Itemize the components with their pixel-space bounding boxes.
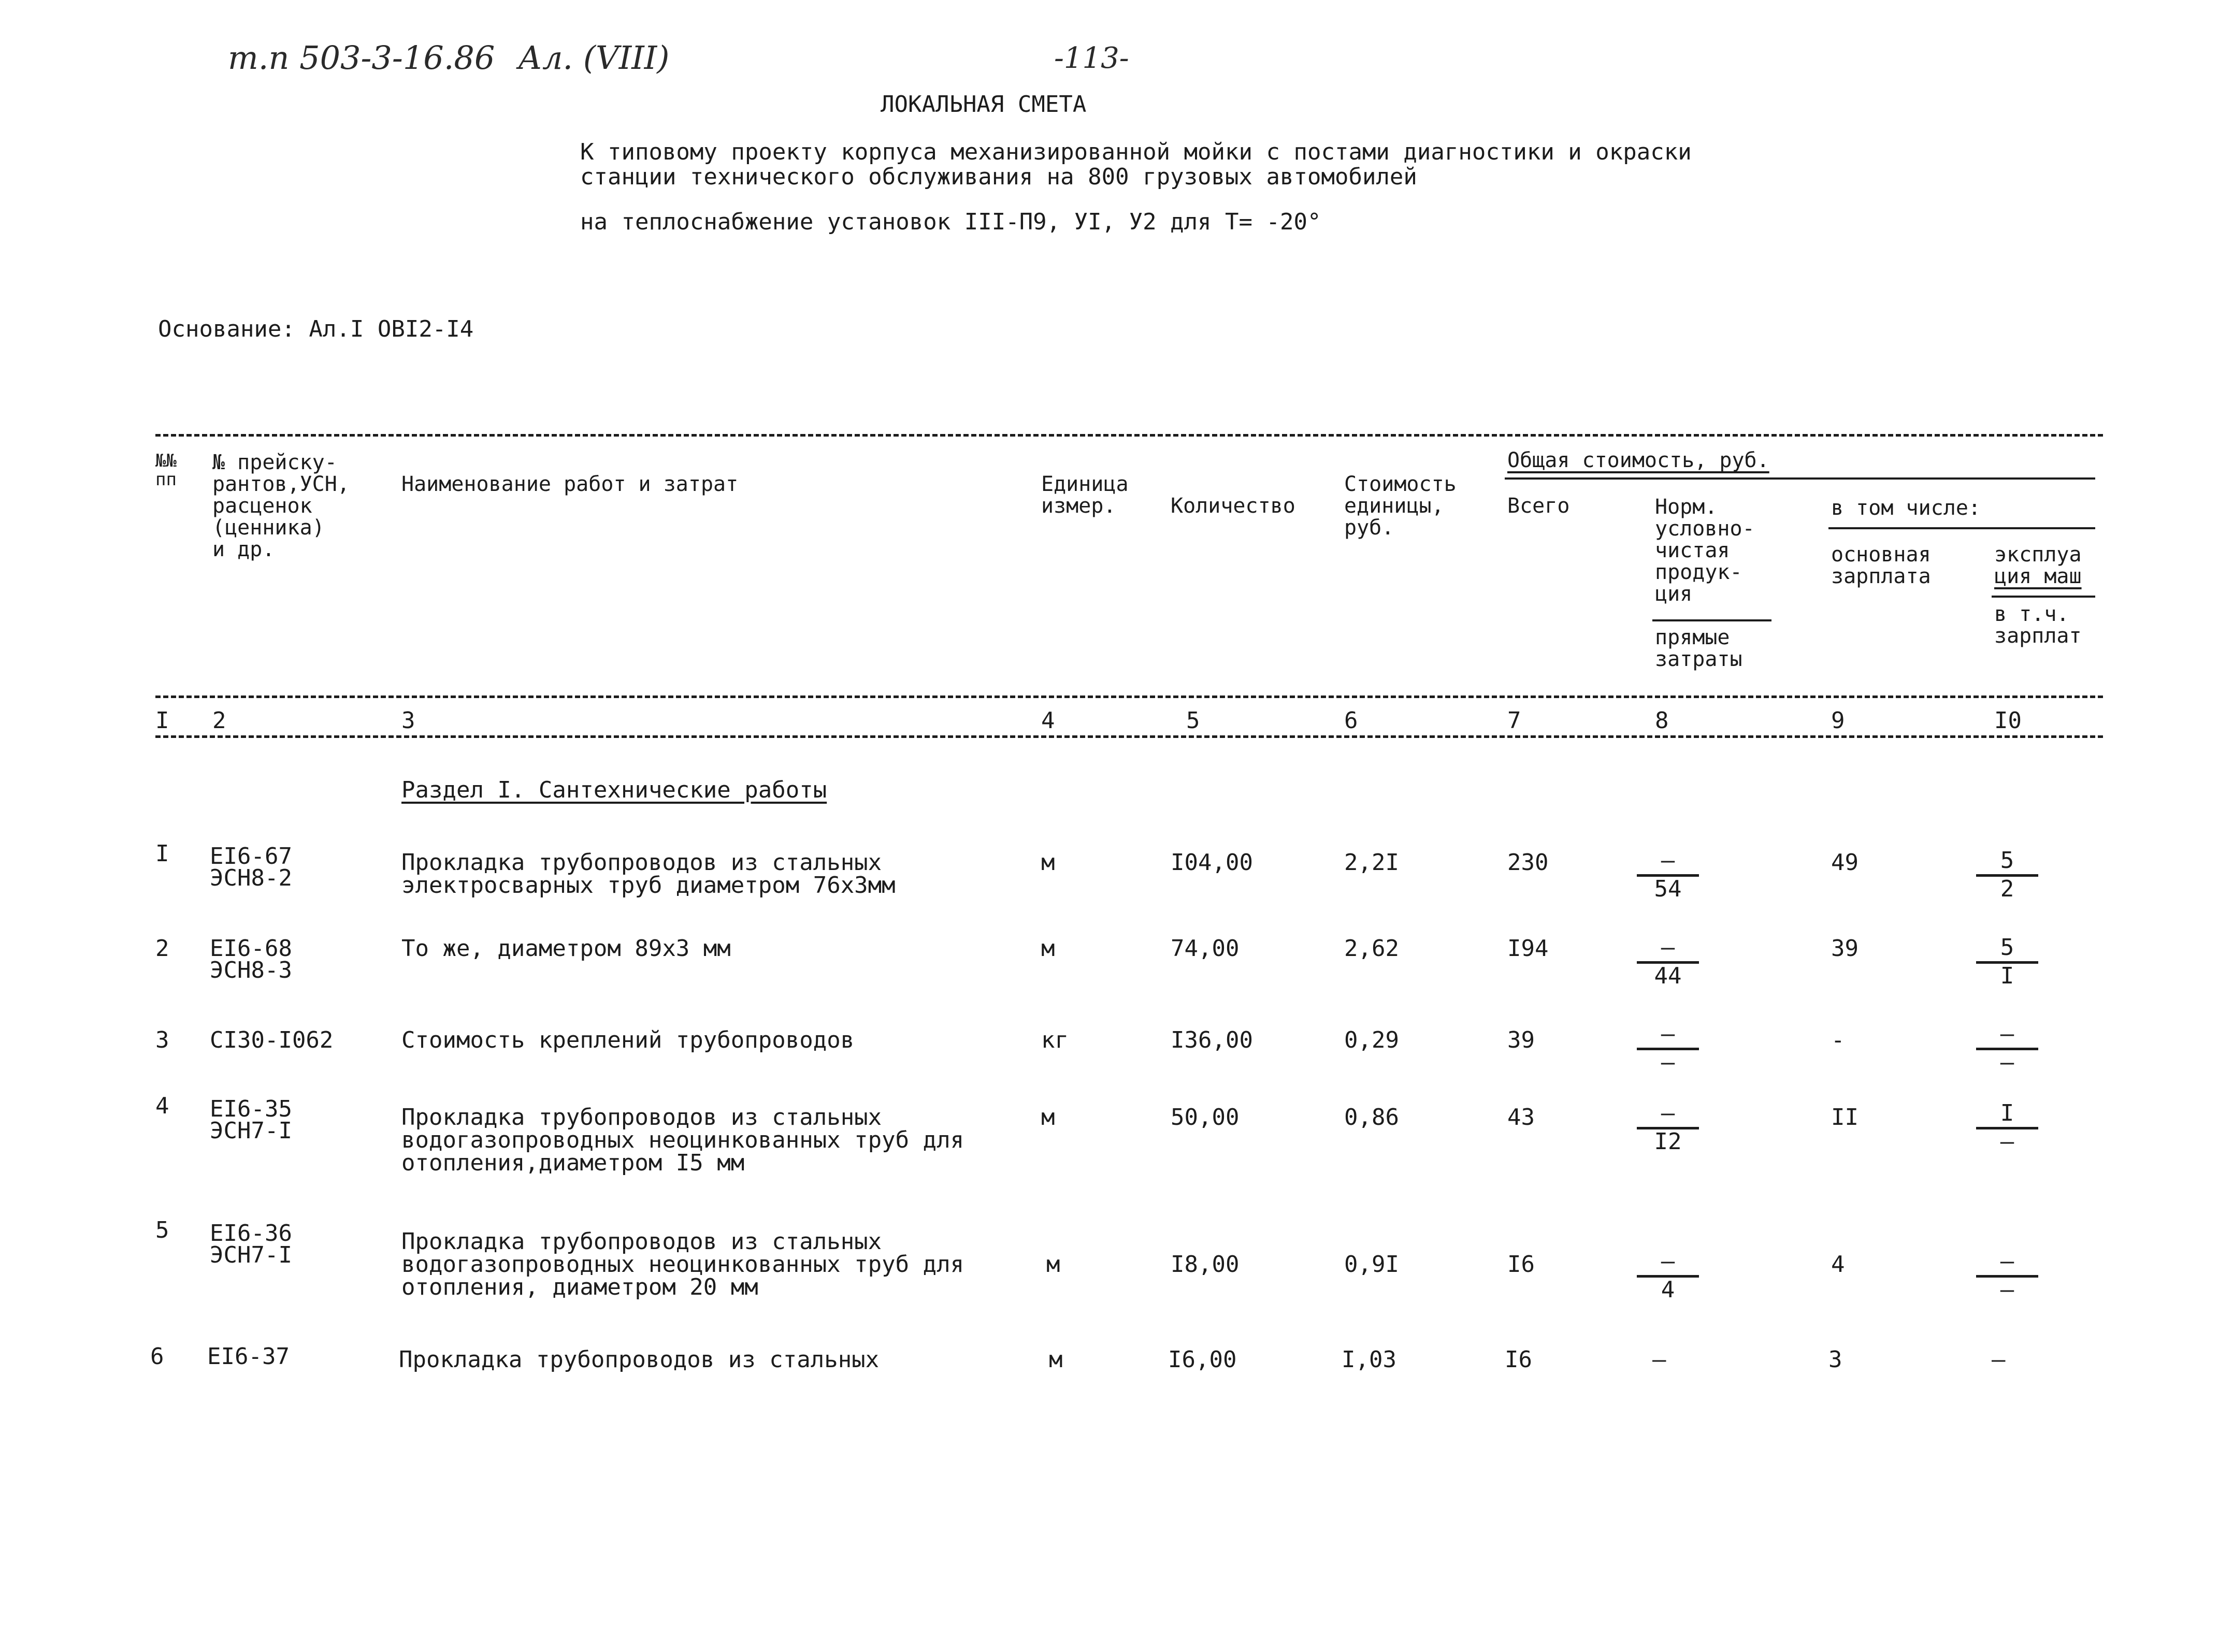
header-unit-l1: Единица [1041,472,1129,496]
row-name-1: Прокладка трубопроводов из стальных [399,1346,880,1373]
row-name-1: Прокладка трубопроводов из стальных [401,1104,882,1131]
header-cost-l1: Стоимость [1344,472,1457,496]
column-number-3: 3 [401,707,415,734]
header-norm-l3: чистая [1655,539,1730,562]
document-title: ЛОКАЛЬНАЯ СМЕТА [881,91,1087,118]
header-norm-l1: Норм. [1655,495,1718,519]
row-name-2: электросварных труб диаметром 76х3мм [401,872,896,899]
row-salary: - [1831,1027,1845,1053]
row-unit: м [1049,1346,1063,1373]
row-num: 4 [155,1093,169,1119]
row-norm-fraction: – 44 [1632,936,1704,989]
row-unit-cost: 2,2I [1344,849,1399,876]
row-num: 3 [155,1027,169,1053]
row-qty: 74,00 [1171,935,1240,962]
header-bottom-rule [155,695,2103,698]
row-total: 43 [1507,1104,1535,1131]
row-norm-fraction: – 4 [1632,1250,1704,1302]
header-code-l1: № прейску- [212,451,337,474]
header-incl-group-rule [1828,527,2095,529]
row-exp-single: – [1992,1346,2006,1373]
row-total: I6 [1505,1346,1532,1373]
header-num: №№ пп [155,451,177,490]
row-unit-cost: 0,86 [1344,1104,1399,1131]
header-code-l5: и др. [212,538,275,561]
row-norm-fraction: – 54 [1632,849,1704,902]
row-qty: I36,00 [1171,1027,1253,1053]
column-number-4: 4 [1041,707,1055,734]
row-unit-cost: 2,62 [1344,935,1399,962]
header-norm-l5: ция [1655,582,1693,606]
header-exp-l1: эксплуа [1994,543,2082,567]
row-unit-cost: I,03 [1342,1346,1396,1373]
header-total-group-rule [1505,477,2095,480]
column-number-9: 9 [1831,707,1845,734]
row-num: 6 [150,1343,164,1370]
row-salary: 39 [1831,935,1859,962]
row-code-1: ЕI6-37 [207,1343,290,1370]
row-unit: м [1041,935,1055,962]
row-unit: м [1041,849,1055,876]
row-total: 39 [1507,1027,1535,1053]
row-name-1: Стоимость креплений трубопроводов [401,1027,855,1053]
row-name-1: То же, диаметром 89х3 мм [401,935,731,962]
header-exp-l2: ция маш [1994,564,2082,588]
column-numbers-rule [155,735,2103,738]
row-code-1: ЕI6-68 [210,935,292,962]
row-unit: м [1046,1251,1060,1278]
row-exp-fraction: I – [1971,1102,2043,1154]
header-code-l4: (ценника) [212,516,325,540]
row-total: I6 [1507,1251,1535,1278]
row-norm-fraction: – I2 [1632,1102,1704,1154]
row-exp-fraction: 5 2 [1971,849,2043,902]
row-unit: кг [1041,1027,1069,1053]
header-total-group: Общая стоимость, руб. [1507,448,1769,472]
column-number-6: 6 [1344,707,1358,734]
row-exp-fraction: – – [1971,1023,2043,1075]
column-number-2: 2 [212,707,226,734]
header-total: Всего [1507,494,1570,518]
row-code-1: ЕI6-67 [210,843,292,870]
row-norm-fraction: – – [1632,1023,1704,1075]
subtitle-line-2: станции технического обслуживания на 800 грузовых автомобилей [580,164,1417,190]
row-norm-single: – [1652,1346,1666,1373]
row-code-1: ЕI6-36 [210,1220,292,1247]
basis-line: Основание: Ал.I ОВI2-I4 [158,316,474,342]
row-code-2: ЭСН8-3 [210,957,292,983]
row-code-2: ЭСН7-I [210,1242,292,1268]
row-unit-cost: 0,29 [1344,1027,1399,1053]
table-top-rule [155,434,2103,437]
row-salary: II [1831,1104,1859,1131]
row-salary: 3 [1828,1346,1842,1373]
row-code-1: ЕI6-35 [210,1096,292,1122]
header-exp-l3: в т.ч. [1994,602,2069,626]
header-salary-l2: зарплата [1831,564,1931,588]
handwritten-project-ref: т.п 503-3-16.86 [228,39,495,77]
header-exp-rule [1992,596,2095,598]
header-cost-l3: руб. [1344,516,1394,540]
subtitle-line-1: К типовому проекту корпуса механизированной мойки с постами диагностики и окраски [580,139,1692,165]
row-name-3: отопления, диаметром 20 мм [401,1274,758,1300]
row-name-1: Прокладка трубопроводов из стальных [401,1228,882,1255]
header-direct-l2: затраты [1655,647,1742,671]
column-number-1: I [155,707,169,734]
header-incl-group: в том числе: [1831,496,1981,520]
column-number-8: 8 [1655,707,1669,734]
header-exp-l4: зарплат [1994,624,2082,648]
column-number-10: I0 [1994,707,2022,734]
row-qty: I04,00 [1171,849,1253,876]
header-direct-l1: прямые [1655,626,1730,649]
header-norm-l2: условно- [1655,517,1755,541]
row-code-2: ЭСН8-2 [210,865,292,891]
header-name: Наименование работ и затрат [401,472,739,496]
header-salary-l1: основная [1831,543,1931,567]
header-code-l2: рантов,УСН, [212,472,350,496]
header-unit-l2: измер. [1041,494,1116,518]
column-number-7: 7 [1507,707,1521,734]
handwritten-album-ref: Ал. (VIII) [518,39,670,77]
row-num: 2 [155,935,169,962]
row-name-1: Прокладка трубопроводов из стальных [401,849,882,876]
row-name-3: отопления,диаметром I5 мм [401,1150,745,1176]
header-cost-l2: единицы, [1344,494,1444,518]
row-unit: м [1041,1104,1055,1131]
column-number-5: 5 [1186,707,1200,734]
row-qty: 50,00 [1171,1104,1240,1131]
header-code-l3: расценок [212,494,312,518]
row-exp-fraction: – – [1971,1250,2043,1302]
row-code-2: ЭСН7-I [210,1118,292,1144]
header-norm-l4: продук- [1655,560,1742,584]
page-number: -113- [1054,41,1129,75]
subtitle-line-3: на теплоснабжение установок III-П9, УI, У2 для Т= -20° [580,209,1321,235]
header-norm-rule [1652,619,1771,621]
header-qty: Количество [1171,494,1295,518]
row-unit-cost: 0,9I [1344,1251,1399,1278]
row-qty: I6,00 [1168,1346,1237,1373]
row-exp-fraction: 5 I [1971,936,2043,989]
row-total: I94 [1507,935,1549,962]
row-name-2: водогазопроводных неоцинкованных труб для [401,1127,964,1153]
row-total: 230 [1507,849,1549,876]
row-num: 5 [155,1217,169,1243]
row-num: I [155,841,169,867]
section-title: Раздел I. Сантехнические работы [401,777,827,803]
row-name-2: водогазопроводных неоцинкованных труб для [401,1251,964,1278]
row-qty: I8,00 [1171,1251,1240,1278]
row-salary: 4 [1831,1251,1845,1278]
row-salary: 49 [1831,849,1859,876]
row-code-1: СI30-I062 [210,1027,334,1053]
